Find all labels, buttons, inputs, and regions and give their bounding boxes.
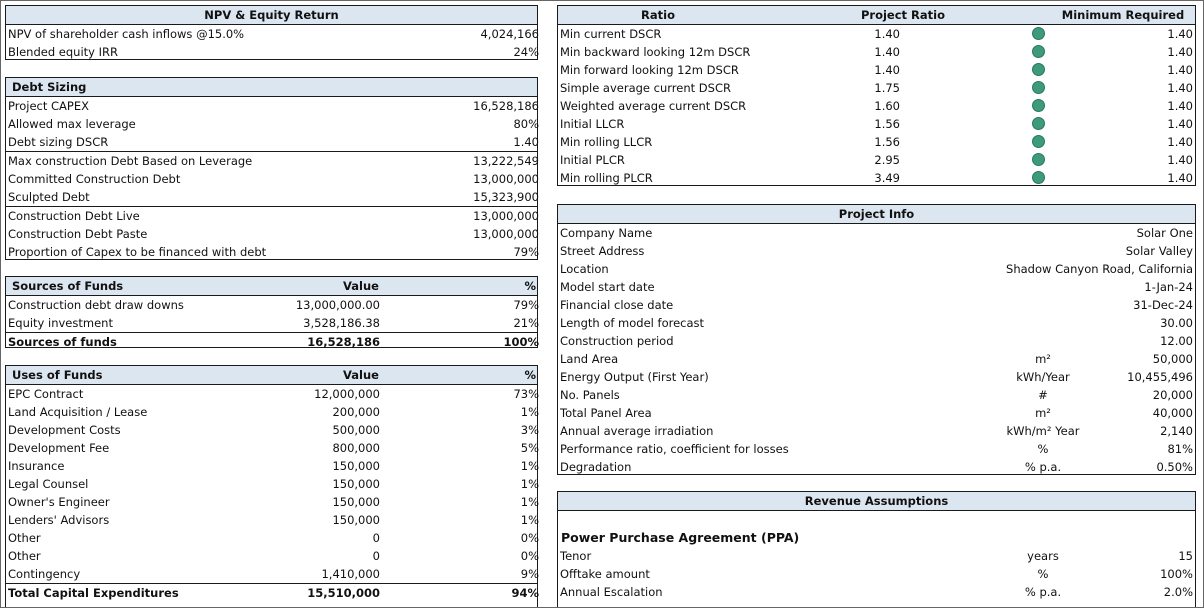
row-label: Max construction Debt Based on Leverage xyxy=(8,154,253,168)
row-pct[interactable]: 1% xyxy=(520,513,539,527)
row-label: Development Costs xyxy=(8,423,121,437)
row-value[interactable]: 13,222,549 xyxy=(473,154,539,168)
table-row[interactable] xyxy=(558,151,1195,169)
table-row[interactable] xyxy=(558,458,1195,476)
row-label: Construction Debt Live xyxy=(8,209,140,223)
status-ok-icon xyxy=(1032,171,1045,184)
sources-total-row[interactable] xyxy=(6,332,537,351)
info-unit: m² xyxy=(1035,406,1051,420)
ratio-label: Initial LLCR xyxy=(560,117,625,131)
table-row[interactable] xyxy=(6,43,537,61)
info-label: Land Area xyxy=(560,352,619,366)
row-label: Lenders' Advisors xyxy=(8,513,110,527)
row-value[interactable]: 24% xyxy=(513,45,539,59)
revenue-title: Revenue Assumptions xyxy=(804,494,949,508)
ratio-project-value[interactable]: 2.95 xyxy=(874,153,900,167)
row-label: Construction Debt Paste xyxy=(8,227,148,241)
total-label: Total Capital Expenditures xyxy=(8,586,179,600)
status-ok-icon xyxy=(1032,117,1045,130)
ratio-min-value[interactable]: 1.40 xyxy=(1167,63,1193,77)
table-row[interactable] xyxy=(6,314,537,332)
row-label: EPC Contract xyxy=(8,387,84,401)
ratio-panel xyxy=(557,5,1196,186)
ratio-project-value[interactable]: 1.40 xyxy=(874,27,900,41)
row-pct[interactable]: 0% xyxy=(520,549,539,563)
info-label: Location xyxy=(560,262,609,276)
row-pct[interactable]: 1% xyxy=(520,477,539,491)
table-row[interactable] xyxy=(6,457,537,475)
info-label: Construction period xyxy=(560,334,674,348)
ratio-min-value[interactable]: 1.40 xyxy=(1167,27,1193,41)
ratio-project-value[interactable]: 1.40 xyxy=(874,45,900,59)
ratio-col-min: Minimum Required xyxy=(1061,8,1185,22)
npv-title: NPV & Equity Return xyxy=(204,8,339,22)
table-row[interactable] xyxy=(6,385,537,403)
row-label: Equity investment xyxy=(8,316,113,330)
table-row[interactable] xyxy=(6,511,537,529)
table-row[interactable] xyxy=(6,225,537,243)
table-row[interactable] xyxy=(558,314,1195,332)
table-row[interactable] xyxy=(6,133,537,151)
table-row[interactable] xyxy=(558,583,1195,601)
ratio-min-value[interactable]: 1.40 xyxy=(1167,99,1193,113)
table-row[interactable] xyxy=(6,188,537,206)
uses-panel xyxy=(5,365,538,608)
row-pct[interactable]: 1% xyxy=(520,495,539,509)
info-unit: m² xyxy=(1035,352,1051,366)
row-value[interactable]: 200,000 xyxy=(332,405,380,419)
ratio-min-value[interactable]: 1.40 xyxy=(1167,117,1193,131)
row-value[interactable]: 80% xyxy=(513,117,539,131)
info-value[interactable]: 50,000 xyxy=(1152,352,1193,366)
row-value[interactable]: 800,000 xyxy=(332,441,380,455)
info-label: Model start date xyxy=(560,280,655,294)
ratio-label: Min forward looking 12m DSCR xyxy=(560,63,739,77)
status-ok-icon xyxy=(1032,135,1045,148)
table-row[interactable] xyxy=(558,350,1195,368)
info-label: Total Panel Area xyxy=(560,406,652,420)
revenue-value[interactable]: 100% xyxy=(1160,567,1193,581)
info-value[interactable]: Solar One xyxy=(1136,226,1193,240)
row-label: Debt sizing DSCR xyxy=(8,135,109,149)
info-unit: % xyxy=(1037,442,1049,456)
row-value[interactable]: 0 xyxy=(372,531,380,545)
ratio-col-project: Project Ratio xyxy=(860,8,945,22)
table-row[interactable] xyxy=(558,169,1195,187)
table-row[interactable] xyxy=(6,439,537,457)
uses-total-row[interactable] xyxy=(6,583,537,602)
table-row[interactable] xyxy=(558,440,1195,458)
ratio-project-value[interactable]: 1.56 xyxy=(874,135,900,149)
info-label: Annual average irradiation xyxy=(560,424,714,438)
table-row[interactable] xyxy=(558,97,1195,115)
table-row[interactable] xyxy=(558,565,1195,583)
row-label: Development Fee xyxy=(8,441,110,455)
sources-header xyxy=(6,277,537,296)
revenue-label: Offtake amount xyxy=(560,567,650,581)
table-row[interactable] xyxy=(558,43,1195,61)
table-row[interactable] xyxy=(6,547,537,565)
info-label: Performance ratio, coefficient for losses xyxy=(560,442,789,456)
table-row[interactable] xyxy=(6,565,537,583)
ratio-min-value[interactable]: 1.40 xyxy=(1167,171,1193,185)
info-label: Energy Output (First Year) xyxy=(560,370,709,384)
table-row[interactable] xyxy=(6,151,537,170)
total-value[interactable]: 15,510,000 xyxy=(307,586,380,600)
table-row[interactable] xyxy=(6,170,537,188)
info-value[interactable]: 31-Dec-24 xyxy=(1133,298,1193,312)
table-row[interactable] xyxy=(558,422,1195,440)
row-value[interactable]: 150,000 xyxy=(332,459,380,473)
status-ok-icon xyxy=(1032,81,1045,94)
row-value[interactable]: 150,000 xyxy=(332,477,380,491)
row-pct[interactable]: 79% xyxy=(513,298,539,312)
row-label: Land Acquisition / Lease xyxy=(8,405,148,419)
row-label: Committed Construction Debt xyxy=(8,172,181,186)
debt-title: Debt Sizing xyxy=(12,80,87,94)
table-row[interactable] xyxy=(558,547,1195,565)
spacer xyxy=(558,511,1195,529)
sources-panel xyxy=(5,276,538,348)
row-value[interactable]: 150,000 xyxy=(332,513,380,527)
row-value[interactable]: 1.40 xyxy=(513,135,539,149)
table-row[interactable] xyxy=(6,296,537,314)
status-ok-icon xyxy=(1032,45,1045,58)
sources-col-value: Value xyxy=(343,279,379,293)
info-unit: % p.a. xyxy=(1024,460,1062,474)
row-pct[interactable]: 5% xyxy=(520,441,539,455)
row-value[interactable]: 13,000,000.00 xyxy=(295,298,380,312)
row-label: NPV of shareholder cash inflows @15.0% xyxy=(8,27,245,41)
ratio-min-value[interactable]: 1.40 xyxy=(1167,153,1193,167)
sources-col-pct: % xyxy=(524,279,536,293)
table-row[interactable] xyxy=(558,368,1195,386)
table-row[interactable] xyxy=(558,133,1195,151)
table-row[interactable] xyxy=(558,278,1195,296)
ratio-label: Initial PLCR xyxy=(560,153,625,167)
row-label: Sculpted Debt xyxy=(8,190,90,204)
table-row[interactable] xyxy=(558,25,1195,43)
info-value[interactable]: Solar Valley xyxy=(1125,244,1193,258)
total-pct[interactable]: 94% xyxy=(511,586,539,600)
row-value[interactable]: 15,323,900 xyxy=(473,190,539,204)
ratio-label: Weighted average current DSCR xyxy=(560,99,747,113)
row-value[interactable]: 0 xyxy=(372,549,380,563)
info-unit: kWh/m² Year xyxy=(1006,424,1080,438)
row-value[interactable]: 500,000 xyxy=(332,423,380,437)
row-label: Other xyxy=(8,549,41,563)
table-row[interactable] xyxy=(558,224,1195,242)
ratio-project-value[interactable]: 1.75 xyxy=(874,81,900,95)
info-label: Length of model forecast xyxy=(560,316,705,330)
info-rows xyxy=(558,224,1195,476)
uses-header xyxy=(6,366,537,385)
uses-col-pct: % xyxy=(524,368,536,382)
table-row[interactable] xyxy=(6,475,537,493)
ratio-min-value[interactable]: 1.40 xyxy=(1167,45,1193,59)
info-header xyxy=(558,205,1195,224)
row-value[interactable]: 3,528,186.38 xyxy=(303,316,380,330)
table-row[interactable] xyxy=(558,332,1195,350)
row-label: Allowed max leverage xyxy=(8,117,136,131)
revenue-rows xyxy=(558,547,1195,601)
info-value[interactable]: 12.00 xyxy=(1160,334,1193,348)
revenue-unit: % p.a. xyxy=(1024,585,1062,599)
ratio-project-value[interactable]: 1.60 xyxy=(874,99,900,113)
ratio-rows xyxy=(558,25,1195,187)
info-value[interactable]: 1-Jan-24 xyxy=(1144,280,1193,294)
status-ok-icon xyxy=(1032,27,1045,40)
info-value[interactable]: 30.00 xyxy=(1160,316,1193,330)
info-value[interactable]: 20,000 xyxy=(1152,388,1193,402)
status-ok-icon xyxy=(1032,63,1045,76)
table-row[interactable] xyxy=(6,493,537,511)
row-value[interactable]: 4,024,166 xyxy=(480,27,539,41)
npv-header xyxy=(6,6,537,25)
row-pct[interactable]: 3% xyxy=(520,423,539,437)
ratio-col-name: Ratio xyxy=(641,8,675,22)
row-value[interactable]: 16,528,186 xyxy=(473,99,539,113)
debt-header xyxy=(6,78,537,97)
ppa-section-title: Power Purchase Agreement (PPA) xyxy=(561,530,800,545)
info-label: Street Address xyxy=(560,244,645,258)
info-unit: kWh/Year xyxy=(1016,370,1070,384)
row-value[interactable]: 150,000 xyxy=(332,495,380,509)
row-value[interactable]: 12,000,000 xyxy=(314,387,380,401)
table-row[interactable] xyxy=(6,243,537,261)
info-label: Financial close date xyxy=(560,298,674,312)
row-pct[interactable]: 73% xyxy=(513,387,539,401)
table-row[interactable] xyxy=(6,206,537,225)
row-label: Insurance xyxy=(8,459,65,473)
ppa-section-row xyxy=(558,529,1195,547)
row-pct[interactable]: 1% xyxy=(520,405,539,419)
info-label: No. Panels xyxy=(560,388,620,402)
sources-title: Sources of Funds xyxy=(12,279,124,293)
table-row[interactable] xyxy=(558,61,1195,79)
info-unit: # xyxy=(1038,388,1048,402)
debt-sizing-panel xyxy=(5,77,538,260)
table-row[interactable] xyxy=(6,403,537,421)
row-pct[interactable]: 1% xyxy=(520,459,539,473)
row-label: Contingency xyxy=(8,567,81,581)
revenue-value[interactable]: 2.0% xyxy=(1163,585,1193,599)
revenue-unit: years xyxy=(1027,549,1059,563)
row-value[interactable]: 13,000,000 xyxy=(473,172,539,186)
total-value[interactable]: 16,528,186 xyxy=(307,335,380,349)
revenue-header xyxy=(558,492,1195,511)
table-row[interactable] xyxy=(6,529,537,547)
ratio-min-value[interactable]: 1.40 xyxy=(1167,135,1193,149)
info-label: Degradation xyxy=(560,460,632,474)
info-label: Company Name xyxy=(560,226,653,240)
revenue-label: Tenor xyxy=(560,549,592,563)
project-info-panel xyxy=(557,204,1196,475)
npv-panel xyxy=(5,5,538,60)
total-label: Sources of funds xyxy=(8,335,117,349)
row-label: Blended equity IRR xyxy=(8,45,118,59)
ratio-label: Simple average current DSCR xyxy=(560,81,731,95)
revenue-value[interactable]: 15 xyxy=(1178,549,1193,563)
ratio-project-value[interactable]: 1.40 xyxy=(874,63,900,77)
table-row[interactable] xyxy=(6,115,537,133)
row-pct[interactable]: 9% xyxy=(520,567,539,581)
table-row[interactable] xyxy=(558,115,1195,133)
table-row[interactable] xyxy=(558,260,1195,278)
table-row[interactable] xyxy=(6,25,537,43)
row-label: Owner's Engineer xyxy=(8,495,110,509)
row-pct[interactable]: 0% xyxy=(520,531,539,545)
table-row[interactable] xyxy=(558,79,1195,97)
ratio-project-value[interactable]: 3.49 xyxy=(874,171,900,185)
info-value[interactable]: 40,000 xyxy=(1152,406,1193,420)
row-value[interactable]: 79% xyxy=(513,245,539,259)
table-row[interactable] xyxy=(558,386,1195,404)
row-label: Project CAPEX xyxy=(8,99,89,113)
info-value[interactable]: 81% xyxy=(1167,442,1193,456)
ratio-project-value[interactable]: 1.56 xyxy=(874,117,900,131)
row-label: Other xyxy=(8,531,41,545)
ratio-label: Min rolling PLCR xyxy=(560,171,653,185)
status-ok-icon xyxy=(1032,99,1045,112)
row-label: Proportion of Capex to be financed with debt xyxy=(8,245,267,259)
row-value[interactable]: 13,000,000 xyxy=(473,209,539,223)
ratio-min-value[interactable]: 1.40 xyxy=(1167,81,1193,95)
info-value[interactable]: 2,140 xyxy=(1160,424,1193,438)
info-value[interactable]: Shadow Canyon Road, California xyxy=(1006,262,1193,276)
row-pct[interactable]: 21% xyxy=(513,316,539,330)
row-label: Construction debt draw downs xyxy=(8,298,184,312)
table-row[interactable] xyxy=(6,421,537,439)
info-value[interactable]: 0.50% xyxy=(1156,460,1193,474)
table-row[interactable] xyxy=(558,296,1195,314)
revenue-unit: % xyxy=(1037,567,1049,581)
revenue-label: Annual Escalation xyxy=(560,585,663,599)
ratio-label: Min backward looking 12m DSCR xyxy=(560,45,751,59)
info-title: Project Info xyxy=(838,207,915,221)
status-ok-icon xyxy=(1032,153,1045,166)
uses-col-value: Value xyxy=(343,368,379,382)
table-row[interactable] xyxy=(6,97,537,115)
row-value[interactable]: 13,000,000 xyxy=(473,227,539,241)
ratio-header xyxy=(558,6,1195,25)
revenue-panel xyxy=(557,491,1196,608)
ratio-label: Min current DSCR xyxy=(560,27,662,41)
total-pct[interactable]: 100% xyxy=(503,335,539,349)
uses-title: Uses of Funds xyxy=(12,368,103,382)
ratio-label: Min rolling LLCR xyxy=(560,135,653,149)
info-value[interactable]: 10,455,496 xyxy=(1127,370,1193,384)
row-value[interactable]: 1,410,000 xyxy=(321,567,380,581)
table-row[interactable] xyxy=(558,404,1195,422)
row-label: Legal Counsel xyxy=(8,477,89,491)
table-row[interactable] xyxy=(558,242,1195,260)
